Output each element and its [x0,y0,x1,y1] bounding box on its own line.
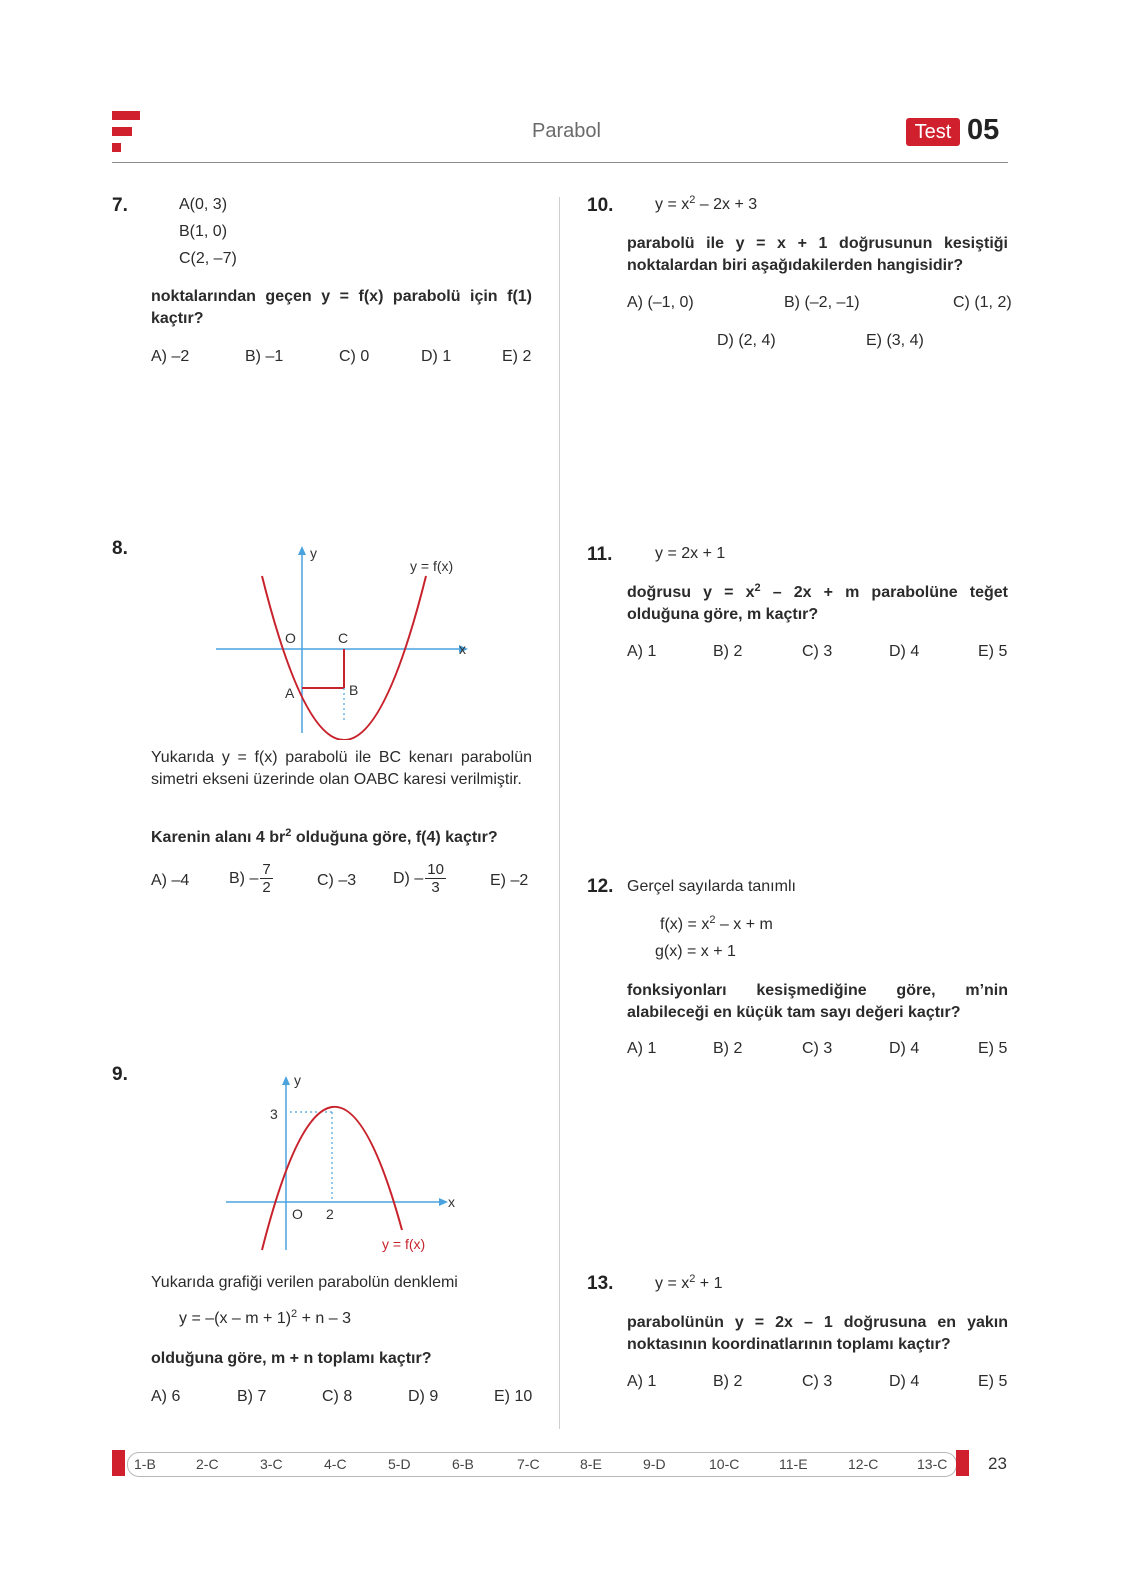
option-a[interactable]: A) –4 [151,872,190,889]
curve-label: y = f(x) [410,558,454,574]
answer-key-item: 9-D [643,1456,666,1472]
option-e[interactable]: E) –2 [490,872,529,889]
answer-key-item: 10-C [709,1456,740,1472]
point-b: B(1, 0) [179,223,228,240]
option-c[interactable]: C) 3 [802,1040,833,1057]
answer-key-item: 2-C [196,1456,219,1472]
option-e[interactable]: E) 2 [502,348,532,365]
option-c[interactable]: C) –3 [317,872,357,889]
page-number: 23 [988,1454,1007,1473]
option-b[interactable]: B) 2 [713,1373,743,1390]
question-text: parabolü ile y = x + 1 doğrusunun kesiştiği noktalardan biri aşağıdakilerden hangisidir? [627,235,1008,274]
option-a[interactable]: A) 1 [627,1040,657,1057]
option-b[interactable]: B) – $\frac{7}{2}$ [229,861,271,896]
option-e[interactable]: E) (3, 4) [866,332,924,349]
function-f: $f(x) = x^2 - x + m$ [660,914,773,933]
answer-key-bar [127,1452,957,1477]
question-number: 13. [587,1273,614,1294]
question-number: 11. [587,544,613,565]
option-d[interactable]: D) 4 [889,1040,920,1057]
option-c[interactable]: C) 0 [339,348,370,365]
x-axis-arrow-icon [439,1198,448,1206]
option-d[interactable]: D) – $\frac{10}{3}$ [393,861,444,896]
column-divider [559,197,560,1429]
option-d[interactable]: D) 4 [889,1373,920,1390]
question-text: Yukarıda grafiği verilen parabolün denklemi [151,1274,458,1291]
equation: $y = x^2 + 1$ [655,1273,723,1292]
answer-key-item: 7-C [517,1456,540,1472]
parabola-graph-q8 [200,540,500,740]
answer-key-item: 8-E [580,1456,602,1472]
point-a-label: A [285,685,295,701]
test-badge: Test [906,118,960,146]
y-label: y [310,545,317,561]
option-d[interactable]: D) 4 [889,643,920,660]
question-prompt: olduğuna göre, m + n toplamı kaçtır? [151,1350,432,1367]
option-d[interactable]: D) (2, 4) [717,332,776,349]
origin-label: O [285,630,296,646]
question-number: 9. [112,1064,128,1085]
point-a: A(0, 3) [179,196,228,213]
x-label: x [448,1194,455,1210]
question-text: Yukarıda y = f(x) parabolü ile BC kenarı parabolün simetri ekseni üzerinde olan OABC karesi verilmiştir. [151,749,532,788]
option-a[interactable]: A) 1 [627,643,657,660]
equation: $y = -(x - m + 1)^2 + n - 3$ [179,1308,351,1327]
option-b[interactable]: B) 2 [713,1040,743,1057]
question-text: doğrusu $y = x^2 - 2x + m$ parabolüne teğet olduğuna göre, m kaçtır? [627,582,1008,623]
option-c[interactable]: C) (1, 2) [953,294,1012,311]
equation: y = 2x + 1 [655,545,726,562]
point-b-label: B [349,682,359,698]
option-a[interactable]: A) 1 [627,1373,657,1390]
option-e[interactable]: E) 5 [978,643,1008,660]
question-number: 12. [587,876,614,897]
tick-x-label: 2 [326,1206,334,1222]
origin-label: O [292,1206,303,1222]
parabola-graph-q9 [210,1068,480,1258]
answer-key-item: 12-C [848,1456,879,1472]
answer-key-item: 6-B [452,1456,474,1472]
question-number: 10. [587,195,614,216]
footer-marker-left [112,1450,125,1476]
option-e[interactable]: E) 5 [978,1373,1008,1390]
x-label: x [459,641,466,657]
option-b[interactable]: B) 7 [237,1388,267,1405]
test-number: 05 [967,114,1000,146]
option-b[interactable]: B) (–2, –1) [784,294,860,311]
point-c: C(2, –7) [179,250,237,267]
y-axis-arrow-icon [282,1076,290,1085]
footer-marker-right [956,1450,969,1476]
question-text: noktalarından geçen y = f(x) parabolü için f(1) kaçtır? [151,288,532,327]
option-c[interactable]: C) 8 [322,1388,353,1405]
question-prompt: Karenin alanı 4 $br^2$ olduğuna göre, f(4) kaçtır? [151,827,498,846]
function-g: g(x) = x + 1 [655,943,736,960]
answer-key-item: 5-D [388,1456,411,1472]
option-b[interactable]: B) 2 [713,643,743,660]
answer-key-item: 13-C [917,1456,948,1472]
question-text: parabolünün y = 2x – 1 doğrusuna en yakın noktasının koordinatlarının toplamı kaçtır? [627,1314,1008,1353]
option-e[interactable]: E) 5 [978,1040,1008,1057]
answer-key-item: 3-C [260,1456,283,1472]
question-number: 8. [112,538,128,559]
option-e[interactable]: E) 10 [494,1388,533,1405]
y-axis-arrow-icon [298,546,306,555]
option-a[interactable]: A) 6 [151,1388,181,1405]
option-b[interactable]: B) –1 [245,348,284,365]
answer-key-item: 1-B [134,1456,156,1472]
question-text: fonksiyonları kesişmediğine göre, m’nin alabileceği en küçük tam sayı değeri kaçtır? [627,982,1008,1021]
y-label: y [294,1072,301,1088]
option-c[interactable]: C) 3 [802,643,833,660]
option-a[interactable]: A) (–1, 0) [627,294,694,311]
tick-y-label: 3 [270,1106,278,1122]
header-divider [112,162,1008,163]
curve-label: y = f(x) [382,1236,426,1252]
option-a[interactable]: A) –2 [151,348,190,365]
question-intro: Gerçel sayılarda tanımlı [627,878,796,895]
option-c[interactable]: C) 3 [802,1373,833,1390]
equation: $y = x^2 - 2x + 3$ [655,194,758,213]
point-c-label: C [338,630,349,646]
answer-key-item: 11-E [779,1456,808,1472]
page-title: Parabol [532,120,601,142]
question-number: 7. [112,195,128,216]
answer-key-item: 4-C [324,1456,347,1472]
option-d[interactable]: D) 1 [421,348,452,365]
option-d[interactable]: D) 9 [408,1388,439,1405]
